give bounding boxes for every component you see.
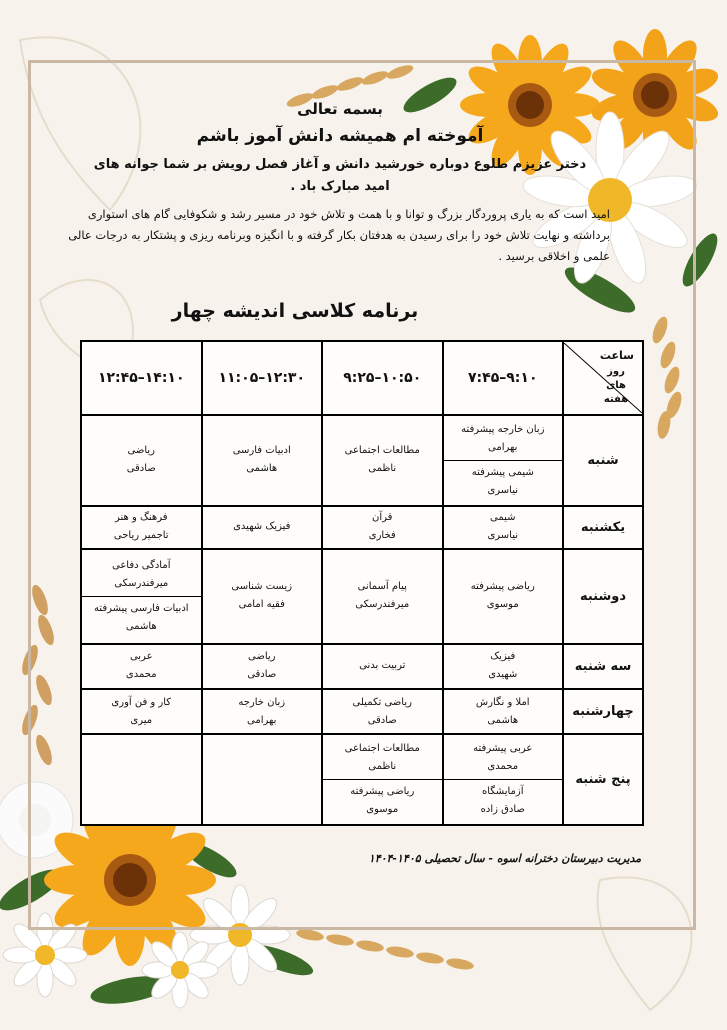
subject-label: کار و فن آوری xyxy=(111,696,172,708)
class-cell xyxy=(81,415,202,506)
schedule-table xyxy=(80,340,644,826)
corner-days-label: روز های هفته xyxy=(603,366,629,406)
teacher-label: ناظمی xyxy=(368,761,397,773)
subject-label: تربیت بدنی xyxy=(359,660,406,672)
class-cell xyxy=(443,415,564,506)
day-cell: دوشنبه xyxy=(563,549,643,644)
class-sub-cell xyxy=(323,780,442,822)
teacher-label: میری xyxy=(130,714,153,726)
greeting-line-1: دختر عزیزم طلوع دوباره خورشید دانش و آغاز فصل رویش بر شما جوانه های xyxy=(93,157,587,172)
teacher-label: محمدی xyxy=(487,761,519,773)
class-sub-cell xyxy=(444,737,563,780)
class-sub-cell xyxy=(444,780,563,822)
class-cell xyxy=(81,734,202,825)
subject-label: عربی xyxy=(129,651,153,663)
subject-label: آزمایشگاه xyxy=(481,786,524,798)
class-sub-cell xyxy=(444,461,563,503)
class-cell xyxy=(202,506,323,549)
table-row xyxy=(81,415,643,506)
subject-label: آمادگی دفاعی xyxy=(112,559,171,571)
teacher-label: صادقی xyxy=(367,714,397,726)
teacher-label: هاشمی xyxy=(125,620,157,632)
class-cell xyxy=(443,734,564,825)
teacher-label: تاجمیر ریاحی xyxy=(113,530,169,542)
class-cell xyxy=(443,689,564,734)
time-header: ۷:۴۵–۹:۱۰ xyxy=(443,341,564,415)
class-cell xyxy=(202,549,323,644)
subject-label: مطالعات اجتماعی xyxy=(344,743,420,755)
table-row xyxy=(81,644,643,689)
subject-label: زبان خارجه xyxy=(238,696,286,708)
class-cell xyxy=(81,689,202,734)
schedule-title: برنامه کلاسی اندیشه چهار xyxy=(171,300,419,322)
table-header-row xyxy=(81,341,643,415)
corner-cell xyxy=(563,341,643,415)
teacher-label: فخاری xyxy=(368,530,396,542)
subject-label: فیزیک xyxy=(490,651,516,663)
teacher-label: نیاسری xyxy=(487,530,519,542)
teacher-label: بهرامی xyxy=(488,441,518,453)
class-sub-cell xyxy=(323,737,442,780)
day-cell: چهارشنبه xyxy=(563,689,643,734)
day-cell: پنج شنبه xyxy=(563,734,643,825)
greeting-line-2: امید مبارک باد . xyxy=(290,179,390,194)
class-cell xyxy=(443,506,564,549)
teacher-label: محمدی xyxy=(125,669,157,681)
teacher-label: نیاسری xyxy=(487,484,519,496)
time-header: ۹:۲۵–۱۰:۵۰ xyxy=(322,341,443,415)
class-cell xyxy=(443,549,564,644)
teacher-label: ناظمی xyxy=(368,463,397,475)
class-cell xyxy=(322,644,443,689)
subject-label: زبان خارجه پیشرفته xyxy=(461,423,545,435)
corner-time-label: ساعت xyxy=(599,349,634,363)
time-header: ۱۱:۰۵–۱۲:۳۰ xyxy=(202,341,323,415)
day-cell: شنبه xyxy=(563,415,643,506)
subject-label: شیمی xyxy=(489,512,516,524)
teacher-label: فقیه امامی xyxy=(238,599,285,611)
subject-label: ریاضی xyxy=(248,651,276,663)
subject-label: ریاضی پیشرفته xyxy=(350,786,415,798)
bismillah: بسمه تعالی xyxy=(297,100,383,118)
teacher-label: صادقی xyxy=(247,669,277,681)
class-cell xyxy=(202,644,323,689)
class-sub-cell xyxy=(444,418,563,461)
table-row xyxy=(81,506,643,549)
subject-label: پیام آسمانی xyxy=(357,581,407,593)
subject-label: ادبیات فارسی xyxy=(232,445,291,457)
table-row xyxy=(81,689,643,734)
table-row xyxy=(81,549,643,644)
teacher-label: شهیدی xyxy=(488,669,518,681)
subject-label: ریاضی پیشرفته xyxy=(470,581,535,593)
teacher-label: بهرامی xyxy=(247,714,277,726)
class-sub-cell xyxy=(82,554,201,597)
teacher-label: موسوی xyxy=(486,599,519,611)
class-cell xyxy=(81,549,202,644)
subject-label: املا و نگارش xyxy=(475,696,530,708)
subject-label: ریاضی xyxy=(127,445,155,457)
subject-label: عربی پیشرفته xyxy=(473,743,533,755)
subject-label: مطالعات اجتماعی xyxy=(344,445,420,457)
class-cell xyxy=(81,644,202,689)
subject-label: قرآن xyxy=(372,512,393,524)
class-cell xyxy=(322,689,443,734)
intro-paragraph: امید است که به یاری پروردگار بزرگ و توانا و با همت و تلاش خود در مسیر رشد و شکوفایی گام های استواری برداشته و نهایت تلاش خود را برای رسیدن به هدفتان بکار گرفته و با انگیزه وبرنامه ریزی و پشتکار به درجات عالی علمی و اخلاقی برسید . xyxy=(68,207,610,263)
teacher-label: صادق زاده xyxy=(480,804,525,816)
class-cell xyxy=(81,506,202,549)
class-cell xyxy=(322,506,443,549)
class-cell xyxy=(202,689,323,734)
school-footer: مدیریت دبیرستان دخترانه اسوه - سال تحصیلی ۱۴۰۵-۱۴۰۴ xyxy=(368,852,642,865)
class-cell xyxy=(202,415,323,506)
subject-label: ریاضی تکمیلی xyxy=(352,696,412,708)
teacher-label: هاشمی xyxy=(246,463,278,475)
subject-label: ادبیات فارسی پیشرفته xyxy=(93,602,189,614)
teacher-label: هاشمی xyxy=(487,714,519,726)
header xyxy=(60,100,620,267)
class-cell xyxy=(202,734,323,825)
subject-label: زیست شناسی xyxy=(231,581,293,593)
teacher-label: میرفندرسکی xyxy=(355,599,410,611)
teacher-label: صادقی xyxy=(126,463,156,475)
class-cell xyxy=(322,549,443,644)
subject-label: فیزیک شهیدی xyxy=(233,521,291,533)
motto: آموخته ام همیشه دانش آموز باشم xyxy=(196,126,484,146)
subject-label: فرهنگ و هنر xyxy=(114,512,168,524)
class-cell xyxy=(322,734,443,825)
day-cell: سه شنبه xyxy=(563,644,643,689)
table-row xyxy=(81,734,643,825)
class-sub-cell xyxy=(82,597,201,639)
teacher-label: موسوی xyxy=(366,804,399,816)
subject-label: شیمی پیشرفته xyxy=(471,466,534,478)
time-header: ۱۲:۴۵–۱۴:۱۰ xyxy=(81,341,202,415)
class-cell xyxy=(443,644,564,689)
class-cell xyxy=(322,415,443,506)
day-cell: یکشنبه xyxy=(563,506,643,549)
teacher-label: میرفندرسکی xyxy=(114,577,169,589)
